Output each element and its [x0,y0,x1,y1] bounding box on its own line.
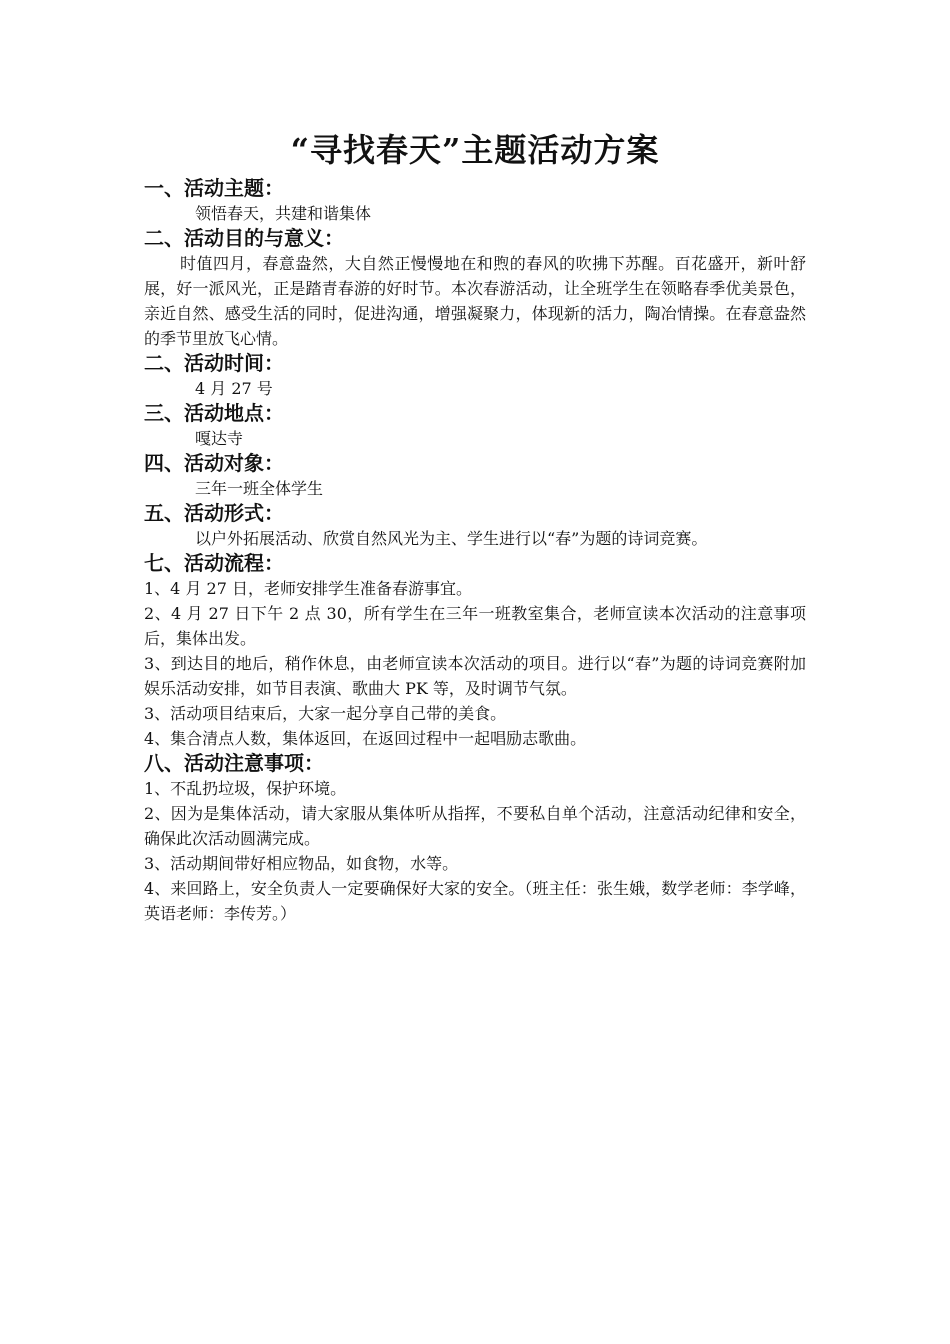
section-procedure [144,551,806,751]
list-item: 4、来回路上，安全负责人一定要确保好大家的安全。（班主任：张生娥，数学老师：李学峰，英语老师：李传芳。） [144,879,806,923]
document-body [144,176,806,926]
section-text: 嘎达寺 [195,429,244,448]
list-item: 2、因为是集体活动，请大家服从集体听从指挥，不要私自单个活动，注意活动纪律和安全，确保此次活动圆满完成。 [144,804,806,848]
list-item: 4、集合清点人数，集体返回，在返回过程中一起唱励志歌曲。 [144,729,587,748]
section-theme [144,176,806,226]
section-location [144,401,806,451]
section-heading: 二、活动时间： [144,351,284,375]
list-item: 3、活动期间带好相应物品，如食物，水等。 [144,854,459,873]
section-heading: 四、活动对象： [144,451,284,475]
list-item: 3、活动项目结束后，大家一起分享自己带的美食。 [144,704,507,723]
list-item: 3、到达目的地后，稍作休息，由老师宣读本次活动的项目。进行以“春”为题的诗词竞赛附加娱乐活动安排，如节目表演、歌曲大 PK 等，及时调节气氛。 [144,654,806,698]
section-text: 领悟春天，共建和谐集体 [195,204,372,223]
list-item: 1、不乱扔垃圾，保护环境。 [144,779,347,798]
section-heading: 三、活动地点： [144,401,284,425]
list-item: 2、4 月 27 日下午 2 点 30，所有学生在三年一班教室集合，老师宣读本次活动的注意事项后，集体出发。 [144,604,806,648]
section-text: 时值四月，春意盎然，大自然正慢慢地在和煦的春风的吹拂下苏醒。百花盛开，新叶舒展，好一派风光，正是踏青春游的好时节。本次春游活动，让全班学生在领略春季优美景色，亲近自然、感受生活的同时，促进沟通，增强凝聚力，体现新的活力，陶冶情操。在春意盎然的季节里放飞心情。 [144,254,806,348]
section-heading: 一、活动主题： [144,176,284,200]
section-heading: 五、活动形式： [144,501,284,525]
section-text: 三年一班全体学生 [195,479,324,498]
section-text: 以户外拓展活动、欣赏自然风光为主、学生进行以“春”为题的诗词竞赛。 [195,529,708,548]
section-heading: 七、活动流程： [144,551,284,575]
section-time [144,351,806,401]
page-title: “寻找春天”主题活动方案 [290,131,660,169]
list-item: 1、4 月 27 日，老师安排学生准备春游事宜。 [144,579,472,598]
section-precautions [144,751,806,926]
section-format [144,501,806,551]
section-heading: 二、活动目的与意义： [144,226,344,250]
section-purpose [144,226,806,351]
section-text: 4 月 27 号 [195,379,273,398]
section-audience [144,451,806,501]
section-heading: 八、活动注意事项： [144,751,324,775]
